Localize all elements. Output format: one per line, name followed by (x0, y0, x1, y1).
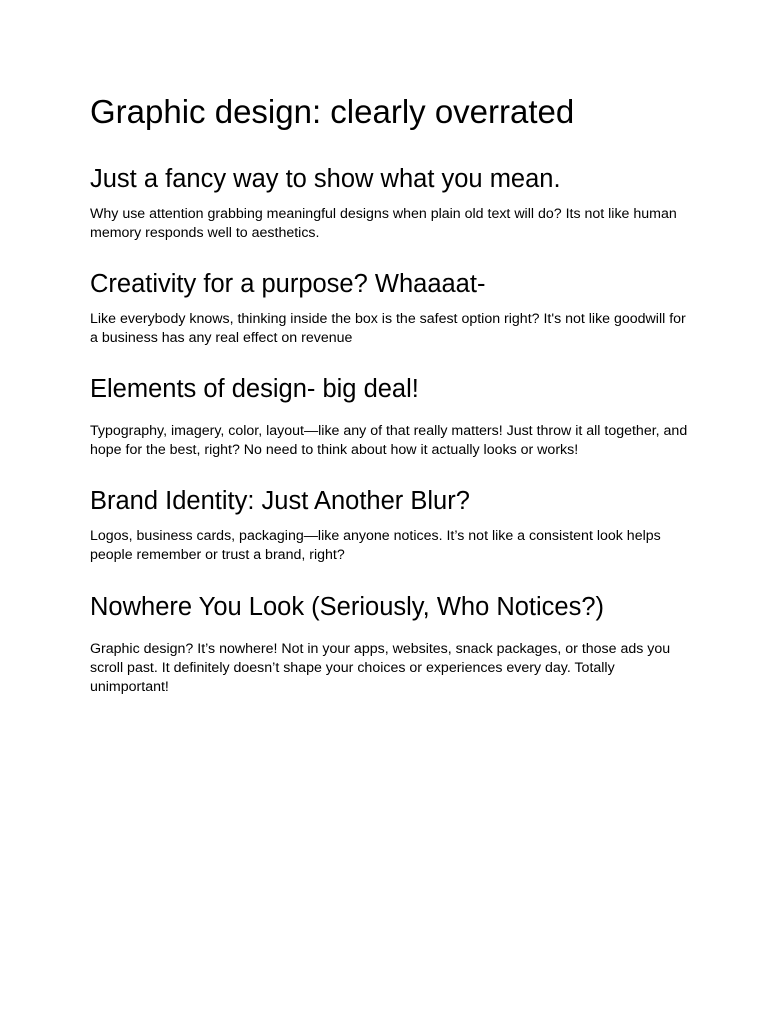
section-body: Why use attention grabbing meaningful designs when plain old text will do? Its not like human memory responds well to aesthetics. (90, 206, 677, 241)
section-nowhere-you-look (90, 591, 690, 697)
section-heading: Elements of design- big deal! (90, 375, 419, 403)
section-body: Like everybody knows, thinking inside the box is the safest option right? It's not like goodwill for a business has any real effect on revenue (90, 311, 686, 346)
section-body: Logos, business cards, packaging—like anyone notices. It’s not like a consistent look helps people remember or trust a brand, right? (90, 528, 661, 563)
section-body: Graphic design? It’s nowhere! Not in your apps, websites, snack packages, or those ads you scroll past. It definitely doesn’t shape your choices or experiences every day. Totally unimportant! (90, 641, 671, 695)
section-creativity (90, 268, 690, 348)
section-heading: Nowhere You Look (Seriously, Who Notices?) (90, 593, 605, 621)
document-title: Graphic design: clearly overrated (90, 93, 575, 130)
section-heading: Brand Identity: Just Another Blur? (90, 487, 470, 515)
section-fancy-way (90, 163, 690, 243)
section-heading: Just a fancy way to show what you mean. (90, 165, 561, 193)
section-elements-of-design (90, 373, 690, 460)
section-body: Typography, imagery, color, layout—like any of that really matters! Just throw it all together, and hope for the best, right? No need to think about how it actually looks or works! (90, 423, 688, 458)
section-brand-identity (90, 485, 690, 565)
section-heading: Creativity for a purpose? Whaaaat- (90, 270, 486, 298)
